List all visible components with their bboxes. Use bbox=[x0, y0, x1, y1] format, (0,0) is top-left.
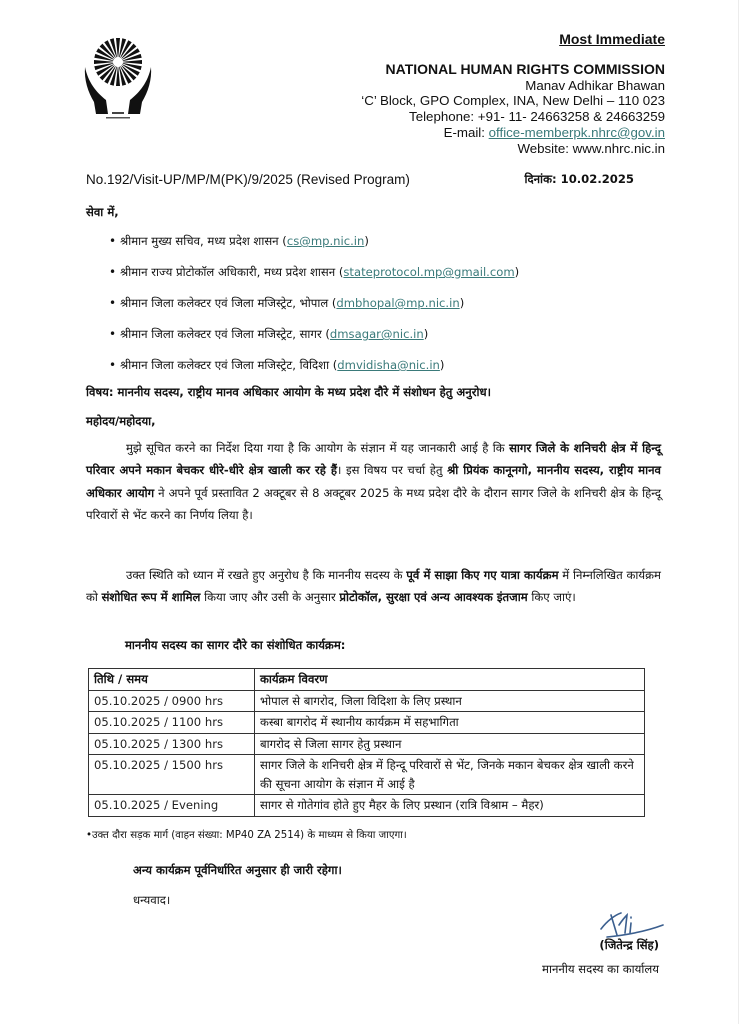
schedule-time: 05.10.2025 / Evening bbox=[89, 795, 255, 817]
para2-text-4: किए जाएं। bbox=[527, 590, 576, 605]
schedule-details: सागर जिले के शनिचरी क्षेत्र में हिन्दू परिवारों से भेंट, जिनके मकान बेचकर क्षेत्र खाली करने की सूचना आयोग के संज्ञान में आई है bbox=[255, 755, 645, 795]
greeting: महोदय/महोदया, bbox=[86, 414, 156, 428]
recipient-item: • श्रीमान जिला कलेक्टर एवं जिला मजिस्ट्रेट, विदिशा (dmvidisha@nic.in) bbox=[86, 356, 519, 387]
recipient-list bbox=[86, 232, 519, 387]
para2-text-3: किया जाए और उसी के अनुसार bbox=[200, 590, 340, 605]
org-email-link[interactable]: office-memberpk.nhrc@gov.in bbox=[488, 124, 665, 140]
column-header-details: कार्यक्रम विवरण bbox=[255, 669, 645, 691]
schedule-time: 05.10.2025 / 1100 hrs bbox=[89, 712, 255, 734]
recipient-email-link[interactable]: dmvidisha@nic.in bbox=[337, 358, 440, 372]
para1-text-2: । इस विषय पर चर्चा हेतु bbox=[336, 463, 448, 478]
recipient-name: श्रीमान राज्य प्रोटोकॉल अधिकारी, मध्य प्रदेश शासन bbox=[120, 265, 336, 279]
reference-line bbox=[86, 172, 664, 187]
reference-number: No.192/Visit-UP/MP/M(PK)/9/2025 (Revised Program) bbox=[86, 172, 410, 187]
recipient-email-link[interactable]: stateprotocol.mp@gmail.com bbox=[343, 265, 515, 279]
salutation: सेवा में, bbox=[86, 205, 119, 219]
schedule-row bbox=[89, 733, 645, 755]
recipient-email-link[interactable]: dmsagar@nic.in bbox=[329, 327, 424, 341]
closing-statement: अन्य कार्यक्रम पूर्वनिर्धारित अनुसार ही जारी रहेगा। bbox=[133, 863, 342, 877]
letter-date: दिनांक: 10.02.2025 bbox=[524, 172, 634, 186]
schedule-row bbox=[89, 795, 645, 817]
schedule-details: सागर से गोतेगांव होते हुए मैहर के लिए प्रस्थान (रात्रि विश्राम – मैहर) bbox=[255, 795, 645, 817]
schedule-footnote: •उक्त दौरा सड़क मार्ग (वाहन संख्या: MP40 ZA 2514) के माध्यम से किया जाएगा। bbox=[86, 830, 407, 841]
recipient-name: श्रीमान जिला कलेक्टर एवं जिला मजिस्ट्रेट, सागर bbox=[120, 327, 322, 341]
org-building: Manav Adhikar Bhawan bbox=[525, 77, 665, 93]
para2-bold-1: पूर्व में साझा किए गए यात्रा कार्यक्रम bbox=[406, 568, 559, 582]
thanks-text: धन्यवाद। bbox=[133, 893, 171, 907]
schedule-title: माननीय सदस्य का सागर दौरे का संशोधित कार्यक्रम: bbox=[125, 638, 346, 652]
org-telephone: Telephone: +91- 11- 24663258 & 24663259 bbox=[409, 109, 665, 125]
recipient-item: • श्रीमान जिला कलेक्टर एवं जिला मजिस्ट्रेट, भोपाल (dmbhopal@mp.nic.in) bbox=[86, 294, 519, 325]
schedule-table bbox=[88, 668, 645, 817]
recipient-item: • श्रीमान जिला कलेक्टर एवं जिला मजिस्ट्रेट, सागर (dmsagar@nic.in) bbox=[86, 325, 519, 356]
signature-icon bbox=[597, 905, 667, 940]
schedule-details: बागरोद से जिला सागर हेतु प्रस्थान bbox=[255, 733, 645, 755]
nhrc-logo-icon bbox=[82, 32, 154, 122]
org-address: ‘C’ Block, GPO Complex, INA, New Delhi – 110 023 bbox=[361, 93, 665, 109]
recipient-name: श्रीमान मुख्य सचिव, मध्य प्रदेश शासन bbox=[120, 234, 279, 248]
schedule-header-row bbox=[89, 669, 645, 691]
recipient-email-link[interactable]: cs@mp.nic.in bbox=[286, 234, 365, 248]
body-paragraph-2 bbox=[86, 564, 661, 609]
schedule-row bbox=[89, 712, 645, 734]
org-website: Website: www.nhrc.nic.in bbox=[517, 140, 665, 156]
org-email-line bbox=[361, 125, 665, 141]
org-address-block bbox=[361, 62, 665, 156]
para1-bold-1: सागर जिले के शनिचरी क्षेत्र में हिन्दू परिवार अपने मकान बेचकर धीरे-धीरे क्षेत्र खाली कर रहे हैं bbox=[86, 441, 661, 478]
subject-line: विषय: माननीय सदस्य, राष्ट्रीय मानव अधिकार आयोग के मध्य प्रदेश दौरे में संशोधन हेतु अनुरोध। bbox=[86, 385, 491, 399]
priority-label: Most Immediate bbox=[559, 31, 665, 47]
recipient-email-link[interactable]: dmbhopal@mp.nic.in bbox=[336, 296, 460, 310]
schedule-time: 05.10.2025 / 1300 hrs bbox=[89, 733, 255, 755]
recipient-item: • श्रीमान राज्य प्रोटोकॉल अधिकारी, मध्य प्रदेश शासन (stateprotocol.mp@gmail.com) bbox=[86, 263, 519, 294]
body-paragraph-1 bbox=[86, 437, 661, 526]
para1-bold-2: श्री प्रियंक कानूनगो, माननीय सदस्य, राष्ट्रीय मानव अधिकार आयोग bbox=[86, 463, 662, 500]
signer-office: माननीय सदस्य का कार्यालय bbox=[542, 962, 659, 976]
column-header-datetime: तिथि / समय bbox=[89, 669, 255, 691]
recipient-name: श्रीमान जिला कलेक्टर एवं जिला मजिस्ट्रेट, विदिशा bbox=[120, 358, 330, 372]
org-name: NATIONAL HUMAN RIGHTS COMMISSION bbox=[385, 61, 665, 77]
recipient-name: श्रीमान जिला कलेक्टर एवं जिला मजिस्ट्रेट, भोपाल bbox=[120, 296, 329, 310]
para1-text-1: मुझे सूचित करने का निर्देश दिया गया है कि आयोग के संज्ञान में यह जानकारी आई है कि bbox=[126, 441, 510, 455]
recipient-item: • श्रीमान मुख्य सचिव, मध्य प्रदेश शासन (cs@mp.nic.in) bbox=[86, 232, 519, 263]
para2-text-1: उक्त स्थिति को ध्यान में रखते हुए अनुरोध है कि माननीय सदस्य के bbox=[126, 568, 407, 582]
email-label: E-mail: bbox=[443, 124, 489, 140]
schedule-details: भोपाल से बागरोद, जिला विदिशा के लिए प्रस्थान bbox=[255, 690, 645, 712]
signer-name: (जितेन्द्र सिंह) bbox=[599, 938, 659, 952]
schedule-row bbox=[89, 690, 645, 712]
para2-bold-3: प्रोटोकॉल, सुरक्षा एवं अन्य आवश्यक इंतजाम bbox=[339, 590, 528, 605]
schedule-time: 05.10.2025 / 0900 hrs bbox=[89, 690, 255, 712]
schedule-time: 05.10.2025 / 1500 hrs bbox=[89, 755, 255, 795]
schedule-row bbox=[89, 755, 645, 795]
para2-text-2: में निम्नलिखित कार्यक्रम को bbox=[86, 568, 661, 605]
para2-bold-2: संशोधित रूप में शामिल bbox=[101, 590, 201, 605]
para1-text-3: ने अपने पूर्व प्रस्तावित 2 अक्टूबर से 8 अक्टूबर 2025 के मध्य प्रदेश दौरे के दौरान सागर जिले के शनिचरी क्षेत्र के हिन्दू परिवारों से भेंट करने का निर्णय लिया है। bbox=[86, 485, 661, 522]
schedule-details: कस्बा बागरोद में स्थानीय कार्यक्रम में सहभागिता bbox=[255, 712, 645, 734]
